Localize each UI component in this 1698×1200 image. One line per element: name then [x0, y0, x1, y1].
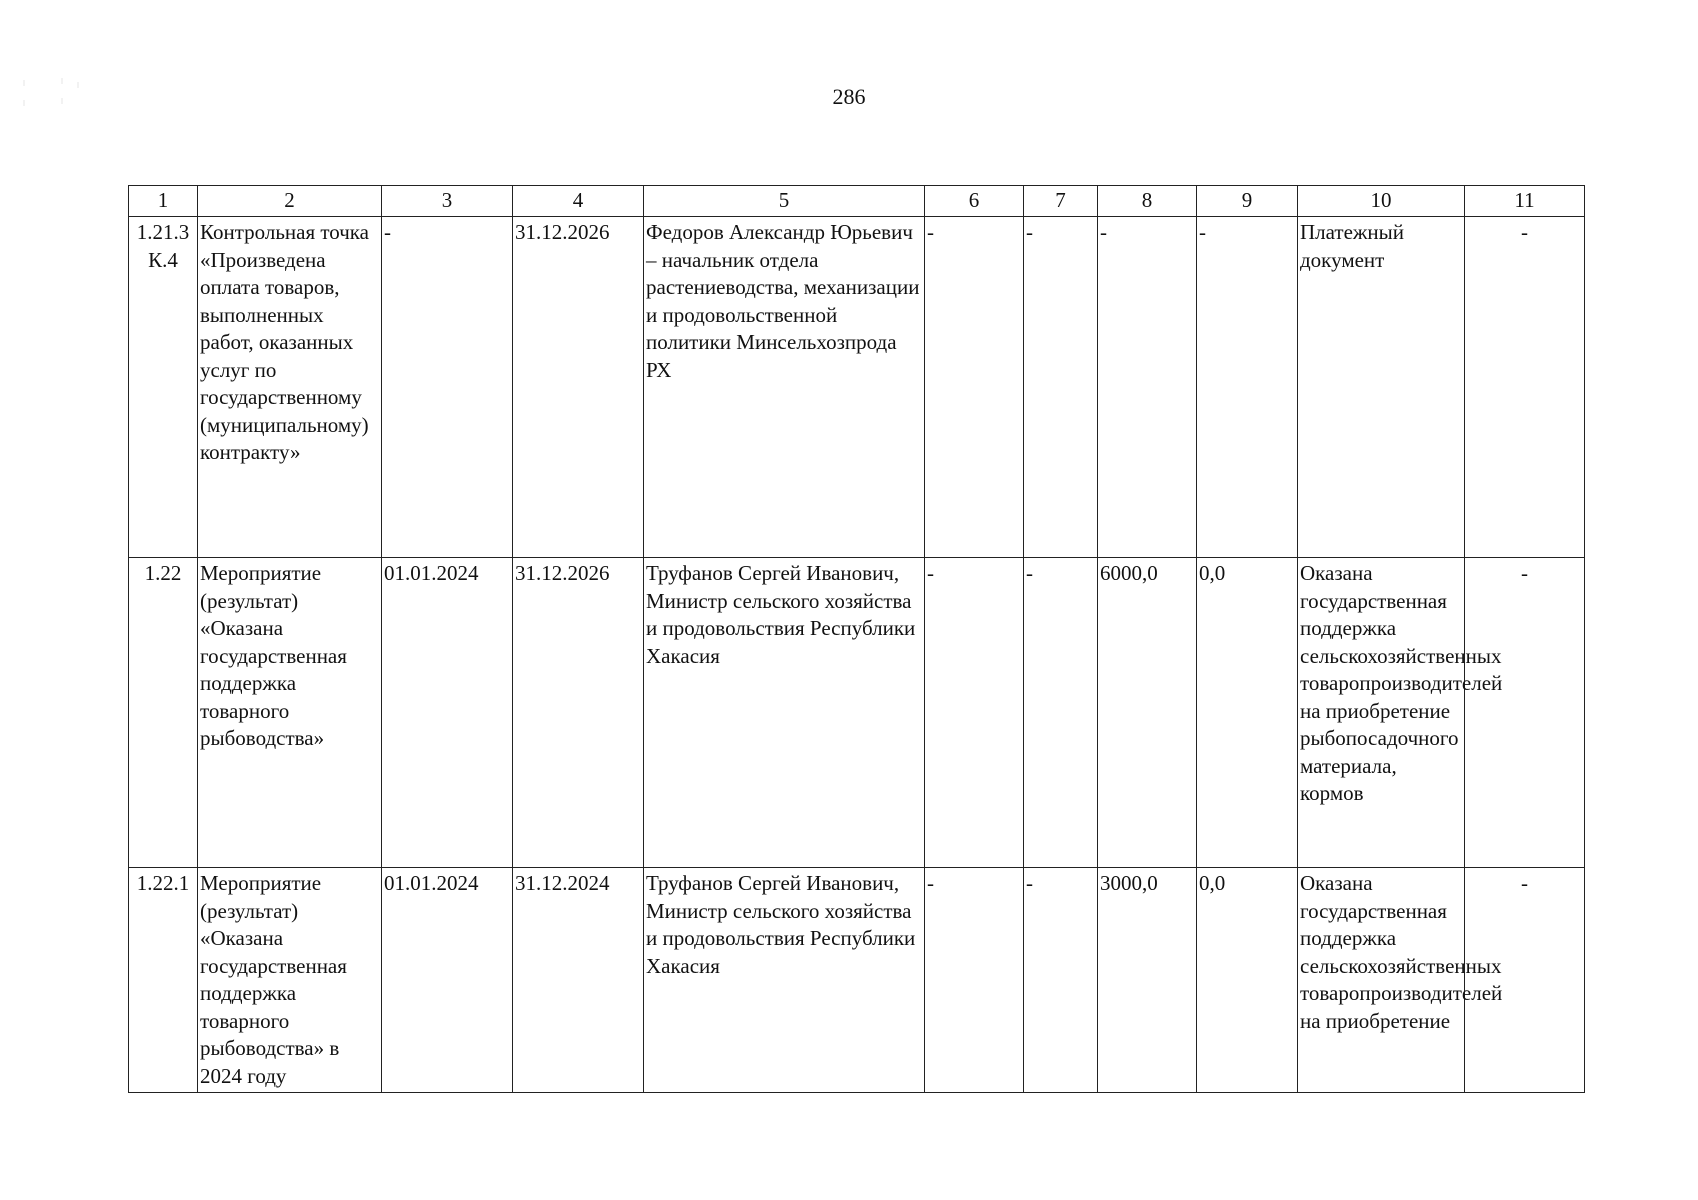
- header-cell: 7: [1024, 186, 1098, 217]
- cell-number: 1.22: [129, 558, 198, 868]
- table-row: [129, 868, 1585, 1093]
- cell-col6: -: [925, 217, 1024, 558]
- cell-result: Оказана государственная поддержка сельскохозяйственных товаропроизводителей на приобретение рыбопосадочного материала, кормов: [1298, 558, 1465, 868]
- cell-number: 1.21.3 К.4: [129, 217, 198, 558]
- cell-number: 1.22.1: [129, 868, 198, 1093]
- cell-end-date: 31.12.2026: [513, 558, 644, 868]
- cell-start-date: 01.01.2024: [382, 868, 513, 1093]
- cell-result: Платежный документ: [1298, 217, 1465, 558]
- cell-col7: -: [1024, 558, 1098, 868]
- header-cell: 8: [1098, 186, 1197, 217]
- header-cell: 4: [513, 186, 644, 217]
- cell-responsible: Федоров Александр Юрьевич – начальник отдела растениеводства, механизации и продовольственной политики Минсельхозпрода РХ: [644, 217, 925, 558]
- cell-name: Контрольная точка «Произведена оплата товаров, выполненных работ, оказанных услуг по государственному (муниципальному) контракту»: [198, 217, 382, 558]
- cell-col8: 3000,0: [1098, 868, 1197, 1093]
- cell-col11: -: [1465, 558, 1585, 868]
- cell-start-date: -: [382, 217, 513, 558]
- cell-responsible: Труфанов Сергей Иванович, Министр сельского хозяйства и продовольствия Республики Хакасия: [644, 558, 925, 868]
- cell-name: Мероприятие (результат) «Оказана государственная поддержка товарного рыбоводства»: [198, 558, 382, 868]
- cell-end-date: 31.12.2024: [513, 868, 644, 1093]
- cell-col9: 0,0: [1197, 558, 1298, 868]
- cell-end-date: 31.12.2026: [513, 217, 644, 558]
- header-row: [129, 186, 1585, 217]
- cell-col8: -: [1098, 217, 1197, 558]
- cell-col7: -: [1024, 868, 1098, 1093]
- page-number: 286: [832, 84, 866, 109]
- header-cell: 1: [129, 186, 198, 217]
- cell-col9: 0,0: [1197, 868, 1298, 1093]
- cell-start-date: 01.01.2024: [382, 558, 513, 868]
- cell-result: Оказана государственная поддержка сельскохозяйственных товаропроизводителей на приобретение: [1298, 868, 1465, 1093]
- cell-col11: -: [1465, 217, 1585, 558]
- cell-col8: 6000,0: [1098, 558, 1197, 868]
- header-cell: 3: [382, 186, 513, 217]
- cell-col11: -: [1465, 868, 1585, 1093]
- cell-col7: -: [1024, 217, 1098, 558]
- cell-responsible: Труфанов Сергей Иванович, Министр сельского хозяйства и продовольствия Республики Хакасия: [644, 868, 925, 1093]
- header-cell: 9: [1197, 186, 1298, 217]
- table-row: [129, 217, 1585, 558]
- header-cell: 5: [644, 186, 925, 217]
- table-row: [129, 558, 1585, 868]
- header-cell: 11: [1465, 186, 1585, 217]
- header-cell: 2: [198, 186, 382, 217]
- cell-col6: -: [925, 868, 1024, 1093]
- cell-name: Мероприятие (результат) «Оказана государственная поддержка товарного рыбоводства» в 2024 году: [198, 868, 382, 1093]
- header-cell: 6: [925, 186, 1024, 217]
- plan-table: [128, 185, 1585, 1093]
- header-cell: 10: [1298, 186, 1465, 217]
- cell-col6: -: [925, 558, 1024, 868]
- cell-col9: -: [1197, 217, 1298, 558]
